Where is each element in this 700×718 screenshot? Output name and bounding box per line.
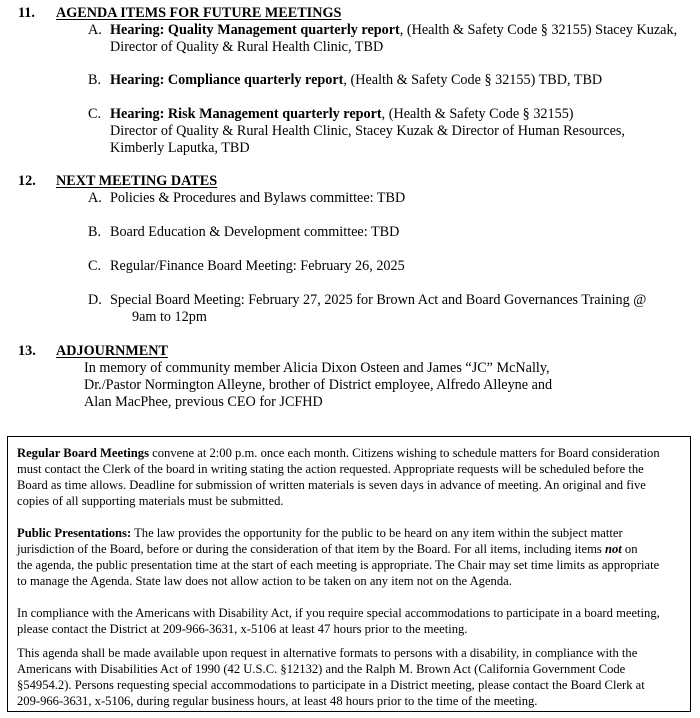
item-letter: B. [88, 224, 102, 240]
section-title: NEXT MEETING DATES [56, 173, 218, 189]
notice-text: In compliance with the Americans with Disability Act, if you require special accommodations to participate in a board meeting, [17, 606, 660, 620]
item-heading: Hearing: Risk Management quarterly report [110, 106, 382, 122]
item-letter: B. [88, 72, 102, 88]
notice-text: must contact the Clerk of the board in writing stating the action requested. Appropriate requests will be scheduled before the [17, 462, 644, 476]
section-number: 11. [18, 5, 35, 21]
notice-text: to manage the Agenda. State law does not allow action to be taken on any item not on the Agenda. [17, 574, 512, 588]
notice-ada-compliance [17, 605, 687, 637]
notice-text: Americans with Disabilities Act of 1990 (42 U.S.C. §12132) and the Ralph M. Brown Act (California Government Code [17, 662, 626, 676]
notice-heading: Public Presentations: [17, 526, 132, 540]
notice-regular-meetings [17, 445, 687, 509]
section-11 [18, 5, 690, 22]
section-title: AGENDA ITEMS FOR FUTURE MEETINGS [56, 5, 342, 21]
notice-text: 209-966-3631, x-5106, during regular business hours, at least 48 hours prior to the time of the meeting. [17, 694, 538, 708]
item-letter: C. [88, 258, 102, 274]
notice-text: please contact the District at 209-966-3631, x-5106 at least 47 hours prior to the meeting. [17, 622, 468, 636]
item-text: , (Health & Safety Code § 32155) TBD, TBD [343, 72, 603, 88]
section-12-heading [18, 173, 690, 190]
notice-text: the agenda, the public presentation time at the start of each meeting is appropriate. The Chair may set time limits as appropriate [17, 558, 660, 572]
item-letter: A. [88, 22, 102, 38]
public-notice-box [7, 436, 691, 712]
notice-text: on [621, 542, 638, 556]
section-number: 13. [18, 343, 36, 359]
adjournment-line: Dr./Pastor Normington Alleyne, brother of District employee, Alfredo Alleyne and [84, 377, 553, 393]
item-text-line2: Director of Quality & Rural Health Clinic, Stacey Kuzak & Director of Human Resources, [110, 123, 625, 139]
item-letter: A. [88, 190, 102, 206]
item-heading: Hearing: Compliance quarterly report [110, 72, 344, 88]
notice-text: copies of all supporting materials must be submitted. [17, 494, 284, 508]
item-text: Board Education & Development committee: TBD [110, 224, 400, 240]
adjournment-line: In memory of community member Alicia Dixon Osteen and James “JC” McNally, [84, 360, 550, 376]
section-number: 12. [18, 173, 36, 189]
notice-text: jurisdiction of the Board, before or during the consideration of that item by the Board. For all items, including items [17, 542, 605, 556]
notice-text: Board as time allows. Deadline for submission of written materials is seven days in advance of meeting. An original and five [17, 478, 646, 492]
notice-public-presentations [17, 525, 687, 589]
notice-text: The law provides the opportunity for the public to be heard on any item within the subject matter [131, 526, 623, 540]
notice-emphasis: not [604, 542, 622, 556]
section-12 [18, 173, 690, 190]
item-text-line3: Kimberly Laputka, TBD [110, 140, 250, 156]
notice-text: This agenda shall be made available upon request in alternative formats to persons with a disability, in compliance with the [17, 646, 638, 660]
item-text-line2: Director of Quality & Rural Health Clinic, TBD [110, 39, 384, 55]
item-text: , (Health & Safety Code § 32155) Stacey Kuzak, [399, 22, 678, 38]
section-11-heading [18, 5, 690, 22]
section-13 [18, 343, 690, 360]
item-text: Special Board Meeting: February 27, 2025 for Brown Act and Board Governances Training @ [110, 292, 647, 308]
item-text: Regular/Finance Board Meeting: February 26, 2025 [110, 258, 405, 274]
section-title: ADJOURNMENT [56, 343, 168, 359]
adjournment-line: Alan MacPhee, previous CEO for JCFHD [84, 394, 323, 410]
item-text: , (Health & Safety Code § 32155) [381, 106, 574, 122]
section-13-heading [18, 343, 690, 360]
item-letter: D. [88, 292, 102, 308]
item-text-line2: 9am to 12pm [132, 309, 207, 325]
item-letter: C. [88, 106, 102, 122]
notice-heading: Regular Board Meetings [17, 446, 149, 460]
item-heading: Hearing: Quality Management quarterly report [110, 22, 400, 38]
notice-alternative-formats [17, 645, 687, 709]
notice-text: convene at 2:00 p.m. once each month. Citizens wishing to schedule matters for Board consideration [149, 446, 660, 460]
item-text: Policies & Procedures and Bylaws committee: TBD [110, 190, 406, 206]
notice-text: §54954.2). Persons requesting special accommodations to participate in a District meeting, please contact the Board Clerk at [17, 678, 645, 692]
